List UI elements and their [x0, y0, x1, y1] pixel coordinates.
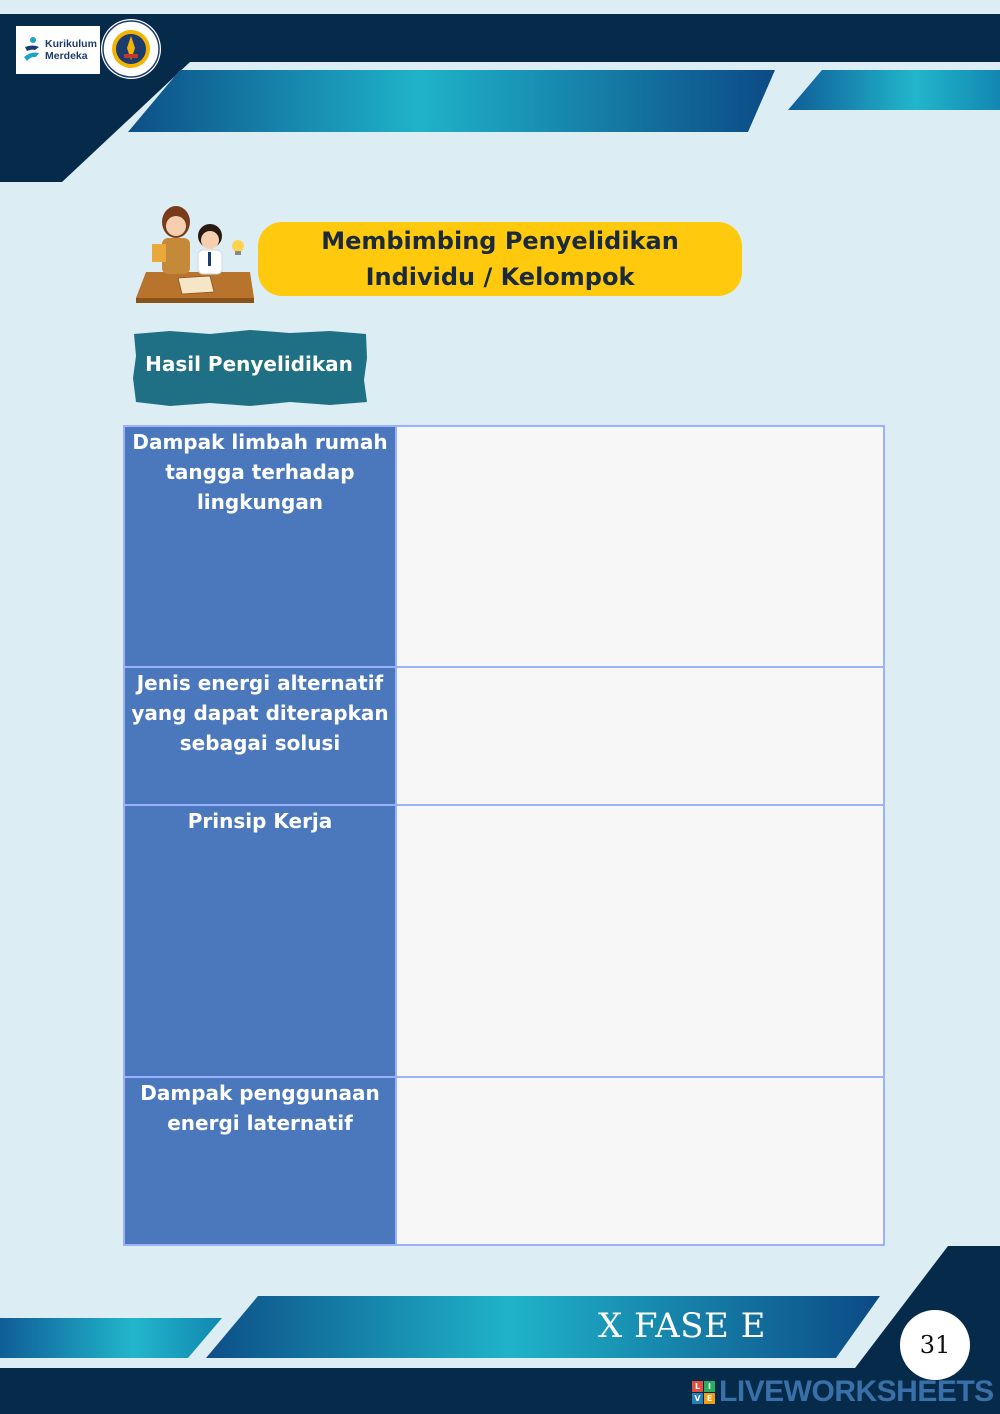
logo-text: Kurikulum Merdeka: [45, 38, 97, 62]
section-label: Hasil Penyelidikan: [145, 352, 353, 376]
activity-title: [258, 222, 742, 296]
row-label: Dampak limbah rumah tangga terhadap lingkungan: [124, 426, 396, 667]
page-number-text: 31: [919, 1331, 951, 1359]
table-row: [124, 667, 884, 805]
table-row: [124, 805, 884, 1077]
answer-cell: [396, 667, 884, 805]
row-label: Jenis energi alternatif yang dapat diterapkan sebagai solusi: [124, 667, 396, 805]
kurikulum-merdeka-logo: [16, 26, 100, 74]
activity-title-line2: Individu / Kelompok: [365, 263, 635, 291]
class-phase-label: X FASE E: [598, 1306, 766, 1346]
answer-field[interactable]: [397, 668, 883, 730]
results-table: [123, 425, 885, 1246]
answer-field[interactable]: [397, 806, 883, 868]
kurikulum-merdeka-mark-icon: [21, 35, 43, 65]
page-number: [900, 1310, 970, 1380]
row-label: Dampak penggunaan energi laternatif: [124, 1077, 396, 1245]
answer-cell: [396, 805, 884, 1077]
answer-cell: [396, 1077, 884, 1245]
liveworksheets-watermark: [692, 1375, 994, 1409]
teacher-student-illustration: [132, 200, 256, 305]
table-row: [124, 426, 884, 667]
liveworksheets-logo-icon: L I V E: [692, 1381, 715, 1404]
answer-field[interactable]: [397, 427, 883, 489]
watermark-text: LIVEWORKSHEETS: [719, 1375, 994, 1408]
answer-field[interactable]: [397, 1078, 883, 1140]
row-label: Prinsip Kerja: [124, 805, 396, 1077]
university-seal-icon: [100, 18, 162, 80]
answer-cell: [396, 426, 884, 667]
table-row: [124, 1077, 884, 1245]
activity-title-line1: Membimbing Penyelidikan: [321, 227, 679, 255]
